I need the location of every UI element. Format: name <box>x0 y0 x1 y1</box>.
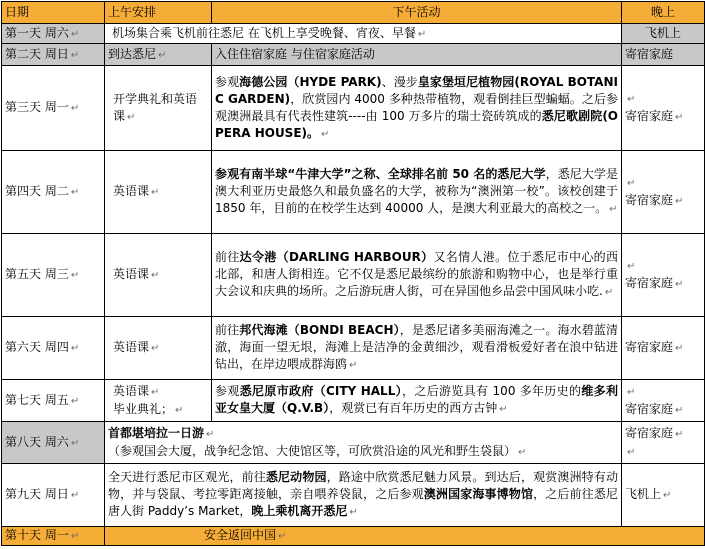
paragraph-mark-icon: ↵ <box>151 270 160 281</box>
evening-cell: ↵ 寄宿家庭 ↵ <box>622 234 705 317</box>
morning-cell: 到达悉尼 ↵ <box>105 44 212 66</box>
evening-cell: 飞机上 <box>622 24 705 44</box>
header-morning: 上午安排 <box>105 2 212 24</box>
day-cell: 第二天 周日 ↵ <box>2 44 105 66</box>
paragraph-mark-icon: ↵ <box>70 187 80 198</box>
evening-cell: ↵ 寄宿家庭 ↵ <box>622 151 705 234</box>
paragraph-mark-icon: ↵ <box>627 178 636 189</box>
paragraph-mark-icon: ↵ <box>609 204 618 215</box>
paragraph-mark-icon: ↵ <box>675 404 684 416</box>
evening-cell: 寄宿家庭 ↵ <box>622 317 705 380</box>
paragraph-mark-icon: ↵ <box>70 343 80 354</box>
table-row-day5 <box>2 234 705 317</box>
paragraph-mark-icon: ↵ <box>627 386 636 398</box>
paragraph-mark-icon: ↵ <box>675 196 684 207</box>
paragraph-mark-icon: ↵ <box>627 94 636 105</box>
paragraph-mark-icon: ↵ <box>151 343 160 354</box>
table-row-day9 <box>2 464 705 527</box>
paragraph-mark-icon: ↵ <box>70 531 80 542</box>
paragraph-mark-icon: ↵ <box>604 287 614 298</box>
paragraph-mark-icon: ↵ <box>70 103 80 114</box>
paragraph-mark-icon: ↵ <box>663 490 672 501</box>
day-cell: 第七天 周五 ↵ <box>2 380 105 422</box>
morning-cell: 英语课 ↵ 毕业典礼； ↵ <box>105 380 212 422</box>
paragraph-mark-icon: ↵ <box>70 490 80 501</box>
table-row-day7 <box>2 380 705 422</box>
paragraph-mark-icon: ↵ <box>349 360 358 371</box>
paragraph-mark-icon: ↵ <box>278 531 287 542</box>
morning-cell: 英语课 ↵ <box>105 151 212 234</box>
day-cell: 第六天 周四 ↵ <box>2 317 105 380</box>
evening-cell: ↵ 寄宿家庭 ↵ <box>622 66 705 151</box>
afternoon-cell: 入住住宿家庭 与住宿家庭活动 <box>212 44 622 66</box>
paragraph-mark-icon: ↵ <box>627 261 636 272</box>
header-date: 日期 <box>2 2 105 24</box>
evening-cell: ↵ 寄宿家庭 ↵ <box>622 380 705 422</box>
paragraph-mark-icon: ↵ <box>518 446 527 458</box>
afternoon-cell: 参观有南半球“牛津大学”之称、全球排名前 50 名的悉尼大学，悉尼大学是澳大利亚历史最悠久和最负盛名的大学，被称为“澳洲第一校”。该校创建于 1850 年，目前的在校学生达到 40000 人，是澳大利亚最大的高校之一。 ↵ <box>212 151 622 234</box>
table-header-row <box>2 2 705 24</box>
evening-cell: 飞机上 ↵ <box>622 464 705 527</box>
table-row-day8 <box>2 422 705 464</box>
paragraph-mark-icon: ↵ <box>675 428 684 440</box>
activity-cell: 机场集合乘飞机前往悉尼 在飞机上享受晚餐、宵夜、早餐 ↵ <box>105 24 622 44</box>
morning-cell: 开学典礼和英语课 ↵ <box>105 66 212 151</box>
paragraph-mark-icon: ↵ <box>151 187 160 198</box>
itinerary-table <box>1 1 705 546</box>
paragraph-mark-icon: ↵ <box>499 404 508 415</box>
paragraph-mark-icon: ↵ <box>158 49 167 61</box>
paragraph-mark-icon: ↵ <box>675 343 684 354</box>
paragraph-mark-icon: ↵ <box>175 404 184 416</box>
paragraph-mark-icon: ↵ <box>675 279 684 290</box>
paragraph-mark-icon: ↵ <box>70 270 80 281</box>
table-row-day2 <box>2 44 705 66</box>
table-row-day1 <box>2 24 705 44</box>
paragraph-mark-icon: ↵ <box>70 49 80 61</box>
paragraph-mark-icon: ↵ <box>127 111 136 123</box>
afternoon-cell: 前往邦代海滩（BONDI BEACH），是悉尼诸多美丽海滩之一。海水碧蓝清澈，海面一望无垠，海滩上是洁净的金黄细沙，观看滑板爱好者在浪中钻进钻出，在岸边喂成群海鸥 ↵ <box>212 317 622 380</box>
paragraph-mark-icon: ↵ <box>321 128 330 140</box>
day-cell: 第九天 周日 ↵ <box>2 464 105 527</box>
evening-cell: 寄宿家庭 <box>622 44 705 66</box>
afternoon-cell: 参观悉尼原市政府（CITY HALL），之后游览具有 100 多年历史的维多利亚女皇大厦（Q.V.B），观赏已有百年历史的西方古钟 ↵ <box>212 380 622 422</box>
header-afternoon: 下午活动 <box>212 2 622 24</box>
afternoon-cell: 前往达令港（DARLING HARBOUR）又名情人港。位于悉尼市中心的西北部，和唐人街相连。它不仅是悉尼最缤纷的旅游和购物中心，也是举行重大会议和庆典的场所。之后游玩唐人街，可在异国他乡品尝中国风味小吃. ↵ <box>212 234 622 317</box>
day-cell: 第五天 周三 ↵ <box>2 234 105 317</box>
activity-cell: 首都堪培拉一日游 ↵ （参观国会大厦，战争纪念馆、大使馆区等，可欣赏沿途的风光和野生袋鼠） ↵ <box>105 422 622 464</box>
day-cell: 第一天 周六 ↵ <box>2 24 105 44</box>
paragraph-mark-icon: ↵ <box>70 437 80 449</box>
activity-cell: 安全返回中国 ↵ <box>105 527 705 546</box>
paragraph-mark-icon: ↵ <box>206 428 215 440</box>
paragraph-mark-icon: ↵ <box>70 28 80 40</box>
day-cell: 第八天 周六 ↵ <box>2 422 105 464</box>
table-row-day3 <box>2 66 705 151</box>
morning-cell: 英语课 ↵ <box>105 317 212 380</box>
paragraph-mark-icon: ↵ <box>417 28 427 40</box>
morning-cell: 英语课 ↵ <box>105 234 212 317</box>
paragraph-mark-icon: ↵ <box>151 386 160 398</box>
day-cell: 第十天 周一 ↵ <box>2 527 105 546</box>
paragraph-mark-icon: ↵ <box>675 112 684 123</box>
day-cell: 第四天 周二 ↵ <box>2 151 105 234</box>
paragraph-mark-icon: ↵ <box>627 446 636 458</box>
evening-cell: 寄宿家庭 ↵ ↵ <box>622 422 705 464</box>
table-row-day6 <box>2 317 705 380</box>
day-cell: 第三天 周一 ↵ <box>2 66 105 151</box>
header-evening: 晚上 <box>622 2 705 24</box>
paragraph-mark-icon: ↵ <box>70 395 80 407</box>
table-row-day10 <box>2 527 705 546</box>
afternoon-cell: 参观海德公园（HYDE PARK)、漫步皇家堡垣尼植物园(ROYAL BOTANIC GARDEN)，欣赏园内 4000 多种热带植物，观看倒挂巨型蝙蝠。之后参观澳洲最具有代表性建筑----由 100 万多片的瑞士瓷砖筑成的悉尼歌剧院(OPERA HOUSE)。 ↵ <box>212 66 622 151</box>
paragraph-mark-icon: ↵ <box>349 507 358 518</box>
table-row-day4 <box>2 151 705 234</box>
activity-cell: 全天进行悉尼市区观光，前往悉尼动物园，路途中欣赏悉尼魅力风景。到达后，观赏澳洲特有动物，并与袋鼠、考拉零距离接触，亲自喂养袋鼠，之后参观澳洲国家海事博物馆，之后前往悉尼唐人街 Paddy’s Market，晚上乘机离开悉尼 ↵ <box>105 464 622 527</box>
